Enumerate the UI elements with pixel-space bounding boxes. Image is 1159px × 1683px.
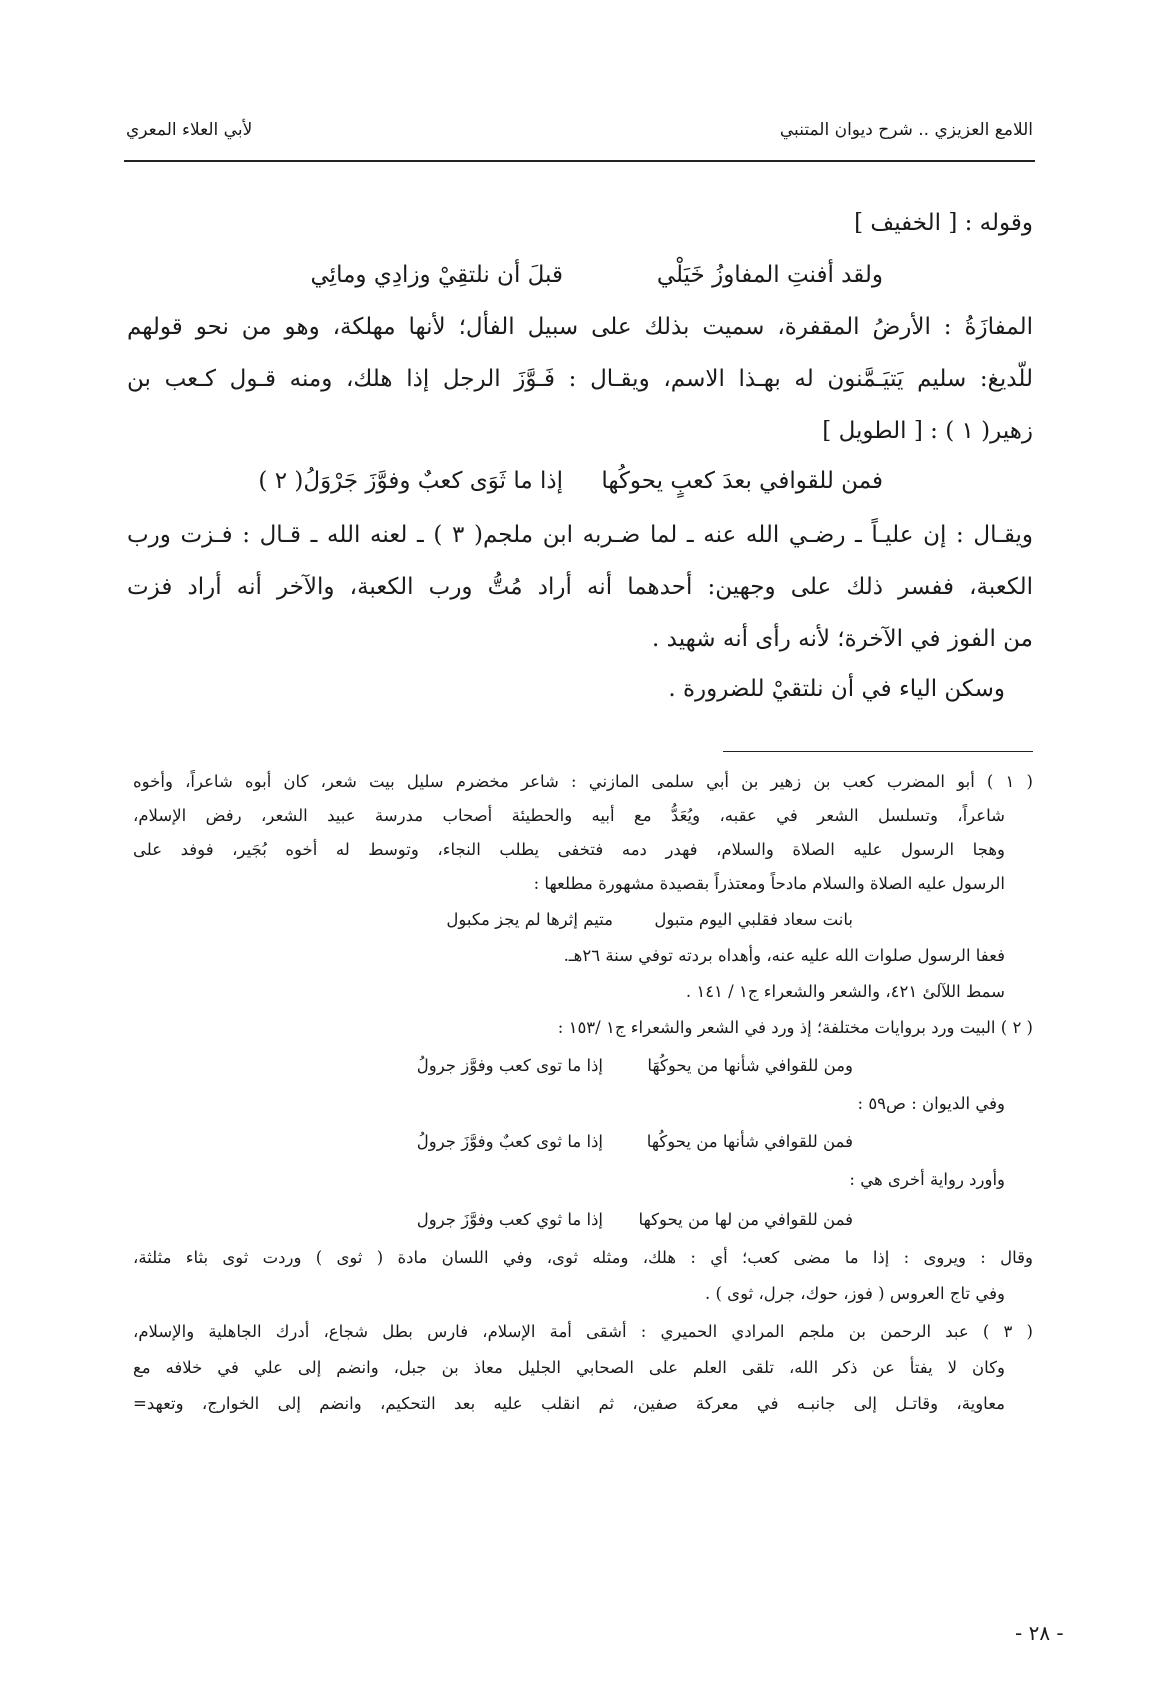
verse1-second-hemistich: قبلَ أن نلتقِيْ وزادِي ومائِي	[310, 262, 563, 288]
footnote-2-line: وأورد رواية أخرى هي :	[849, 1170, 1005, 1189]
footnote-2-line: وفي تاج العروس ( فوز، حوك، جرل، ثوى ) .	[705, 1284, 1005, 1303]
para2-line: ويقـال : إن عليـاً ـ رضـي الله عنه ـ لما ضـربه ابن ملجم( ٣ ) ـ لعنه الله ـ قـال : فـزت ورب	[127, 522, 1033, 548]
footnote-3-line: معاوية، وقاتـل إلى جانبـه في معركة صفين، ثم انقلب عليه بعد التحكيم، وانضم إلى الخوارج، وتعهد=	[133, 1394, 1005, 1413]
footnote-separator	[723, 751, 1033, 752]
header-rule	[124, 160, 1035, 162]
para1-line: المفازَةُ : الأرضُ المقفرة، سميت بذلك على سبيل الفأل؛ لأنها مهلكة، وهو من نحو قولهم	[127, 314, 1033, 340]
footnote-2-verse-second: إذا ما ثوى كعبٌ وفوَّزَ جرولُ	[416, 1132, 603, 1151]
footnote-1-source: سمط اللآلئ ٤٢١، والشعر والشعراء ج١ / ١٤١ .	[685, 982, 1005, 1001]
para1-line: زهير( ١ ) : [ الطويل ]	[822, 418, 1033, 444]
verse2-second-hemistich: إذا ما ثَوَى كعبٌ وفوَّزَ جَرْوَلُ( ٢ )	[258, 468, 563, 494]
footnote-2-verse-second: إذا ما ثوي كعب وفوَّزَ جرول	[416, 1210, 603, 1229]
footnote-2-verse-second: إذا ما توى كعب وفوَّز جرولُ	[416, 1056, 603, 1075]
intro-line: وقوله : [ الخفيف ]	[854, 210, 1033, 236]
footnote-1-line: شاعراً، وتسلسل الشعر في عقبه، ويُعَدُّ مع أبيه والحطيئة أصحاب مدرسة عبيد الشعر، رفض الإسلام،	[133, 806, 1005, 825]
verse1-first-hemistich: ولقد أفنتِ المفاوزُ خَيَلْي	[656, 262, 883, 288]
footnote-2-line: وقال : ويروى : إذا ما مضى كعب؛ أي : هلك، ومثله ثوى، وفي اللسان مادة ( ثوى ) وردت ثوى بثاء مثلثة،	[133, 1248, 1033, 1267]
footnote-3-line: ( ٣ ) عبد الرحمن بن ملجم المرادي الحميري : أشقى أمة الإسلام، فارس بطل شجاع، أدرك الجاهلية والإسلام،	[133, 1322, 1033, 1341]
footnote-2-verse-first: فمن للقوافي من لها من يحوكها	[638, 1210, 853, 1229]
footnote-2-verse-first: فمن للقوافي شأنها من يحوكُها	[646, 1132, 853, 1151]
footnote-1-line: الرسول عليه الصلاة والسلام مادحاً ومعتذراً بقصيدة مشهورة مطلعها :	[533, 874, 1005, 893]
footnote-1-line: ( ١ ) أبو المضرب كعب بن زهير بن أبي سلمى المازني : شاعر مخضرم سليل بيت شعر، كان أبوه شاعراً، وأخوه	[133, 772, 1033, 791]
para2-line: من الفوز في الآخرة؛ لأنه رأى أنه شهيد .	[652, 626, 1033, 652]
footnote-2-intro: ( ٢ ) البيت ورد بروايات مختلفة؛ إذ ورد في الشعر والشعراء ج١ /١٥٣ :	[557, 1018, 1033, 1037]
running-header-author: لأبي العلاء المعري	[126, 120, 253, 140]
footnote-3-line: وكان لا يفتأ عن ذكر الله، تلقى العلم على الصحابي الجليل معاذ بن جبل، وانضم إلى علي في خلافه مع	[133, 1358, 1005, 1377]
para2-line: الكعبة، ففسر ذلك على وجهين: أحدهما أنه أراد مُتُّ ورب الكعبة، والآخر أنه أراد فزت	[127, 574, 1033, 600]
para2-line: وسكن الياء في أن نلتقيْ للضرورة .	[668, 676, 1005, 702]
footnote-1-line: فعفا الرسول صلوات الله عليه عنه، وأهداه بردته توفي سنة ٢٦هـ.	[563, 946, 1005, 965]
verse2-first-hemistich: فمن للقوافي بعدَ كعبٍ يحوكُها	[601, 468, 883, 494]
page-number: - ٢٨ -	[1015, 1621, 1064, 1645]
footnote-2-line: وفي الديوان : ص٥٩ :	[857, 1094, 1005, 1113]
footnote-1-verse-second: متيم إثرها لم يجز مكبول	[446, 910, 613, 929]
footnote-1-verse-first: بانت سعاد فقلبي اليوم متبول	[654, 910, 853, 929]
running-header-title: اللامع العزيزي .. شرح ديوان المتنبي	[779, 120, 1033, 140]
footnote-2-verse-first: ومن للقوافي شأنها من يحوكُهَا	[647, 1056, 853, 1075]
para1-line: للّديغ: سليم يَتيَـمَّنون له بهـذا الاسم، ويقـال : فَـوَّزَ الرجل إذا هلك، ومنه قـول كـعب بن	[127, 366, 1033, 392]
footnote-1-line: وهجا الرسول عليه الصلاة والسلام، فهدر دمه فتخفى يطلب النجاء، وتوسط له أخوه بُجَير، فوفد على	[133, 840, 1005, 859]
